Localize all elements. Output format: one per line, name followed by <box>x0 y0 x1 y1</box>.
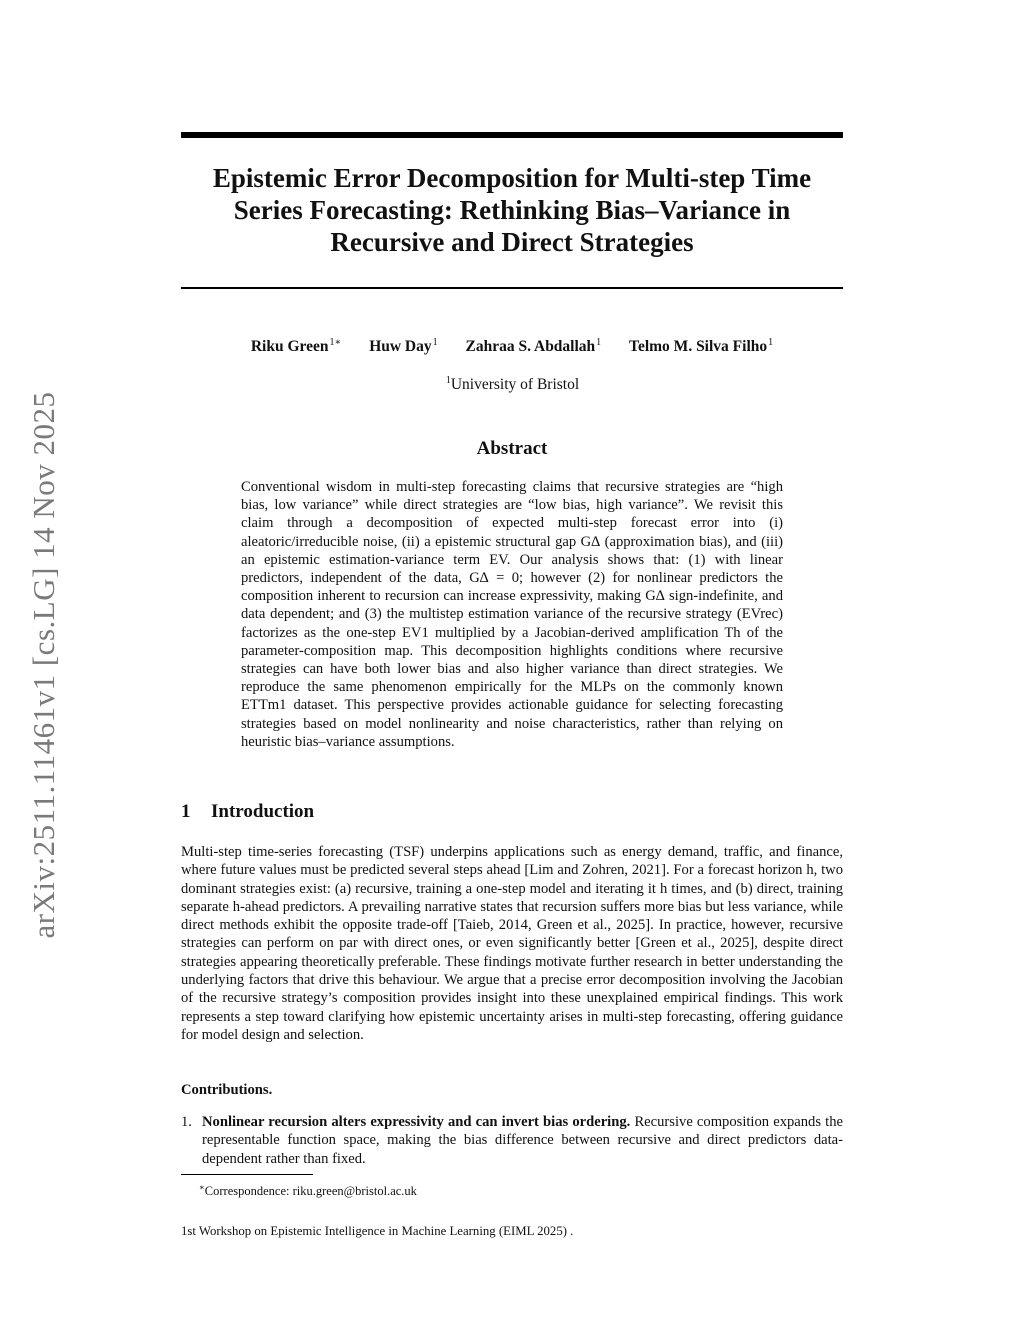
footnote-text: Correspondence: riku.green@bristol.ac.uk <box>204 1184 417 1198</box>
section-number: 1 <box>181 801 191 822</box>
author <box>466 338 602 355</box>
contributions-list <box>181 1113 843 1168</box>
author-mark: 1∗ <box>329 337 342 348</box>
title-rule-bottom <box>181 287 843 289</box>
author-name: Huw Day <box>369 338 432 355</box>
contribution-item <box>181 1113 843 1168</box>
venue-footer: 1st Workshop on Epistemic Intelligence in Machine Learning (EIML 2025) . <box>181 1224 574 1238</box>
author-mark: 1 <box>768 337 774 348</box>
affiliation-mark: 1 <box>445 375 451 386</box>
contribution-lead: Nonlinear recursion alters expressivity and can invert bias ordering. <box>202 1114 631 1130</box>
footnote <box>199 1179 417 1199</box>
introduction-text: Multi-step time-series forecasting (TSF) underpins applications such as energy demand, traffic, and finance, where future values must be predicted several steps ahead [Lim and Zohren, 2021]. For a forecast horizon h, two dominant strategies exist: (a) recursive, training a one-step model and iterating it h times, and (b) direct, training separate h-ahead predictors. A prevailing narrative states that recursion suffers more bias but less variance, while direct methods exhibit the opposite trade-off [Taieb, 2014, Green et al., 2025]. In practice, however, recursive strategies can perform on par with direct ones, or even significantly better [Green et al., 2025], despite direct strategies appearing theoretically preferable. These findings motivate further research in better understanding the underlying factors that drive this behaviour. We argue that a precise error decomposition involving the Jacobian of the recursive strategy’s composition provides insight into these unexplained empirical findings. This work represents a step toward clarifying how epistemic uncertainty arises in multi-step forecasting, offering guidance for model design and selection. <box>181 844 843 1043</box>
section-heading-introduction <box>181 800 314 824</box>
contribution-text: Recursive composition expands the representable function space, making the bias difference between recursive and direct predictors data-dependent rather than fixed. <box>202 1114 843 1167</box>
author-name: Telmo M. Silva Filho <box>629 338 768 355</box>
abstract-heading: Abstract <box>476 438 548 459</box>
affiliation-name: University of Bristol <box>450 376 580 393</box>
author-mark: 1 <box>596 337 602 348</box>
footnote-rule <box>181 1174 313 1175</box>
section-title: Introduction <box>211 801 315 822</box>
author <box>251 338 341 355</box>
author-name: Riku Green <box>250 338 329 355</box>
affiliation <box>181 371 843 395</box>
paper-title: Epistemic Error Decomposition for Multi-step Time Series Forecasting: Rethinking Bias–Variance in Recursive and Direct Strategies <box>212 163 812 257</box>
author-name: Zahraa S. Abdallah <box>465 338 596 355</box>
footnote-mark: ∗ <box>199 1182 205 1192</box>
title-rule-top <box>181 132 843 138</box>
abstract-text: Conventional wisdom in multi-step forecasting claims that recursive strategies are “high bias, low variance” while direct strategies are “low bias, high variance”. We revisit this claim through a decomposition of expected multi-step forecast error into (i) aleatoric/irreducible noise, (ii) a epistemic structural gap G∆ (approximation bias), and (iii) an epistemic estimation-variance term EV. Our analysis shows that: (1) with linear predictors, independent of the data, G∆ = 0; however (2) for nonlinear predictors the composition inherent to recursion can increase expressivity, making G∆ sign-indefinite, and data dependent; and (3) the multistep estimation variance of the recursive strategy (EVrec) factorizes as the one-step EV1 multiplied by a Jacobian-derived amplification Th of the parameter-composition map. This decomposition highlights conditions where recursive strategies can have both lower bias and also higher variance than direct strategies. We reproduce the same phenomenon empirically for the MLPs on the commonly known ETTm1 dataset. This perspective provides actionable guidance for selecting forecasting strategies based on model nonlinearity and noise characteristics, rather than relying on heuristic bias–variance assumptions. <box>241 479 783 750</box>
author-mark: 1 <box>432 337 438 348</box>
contributions-heading: Contributions. <box>181 1082 273 1098</box>
author-list <box>181 333 843 357</box>
contribution-number: 1. <box>181 1114 192 1130</box>
author <box>629 338 773 355</box>
author <box>369 338 437 355</box>
arxiv-id: arXiv:2511.11461v1 [cs.LG] 14 Nov 2025 <box>26 391 61 939</box>
